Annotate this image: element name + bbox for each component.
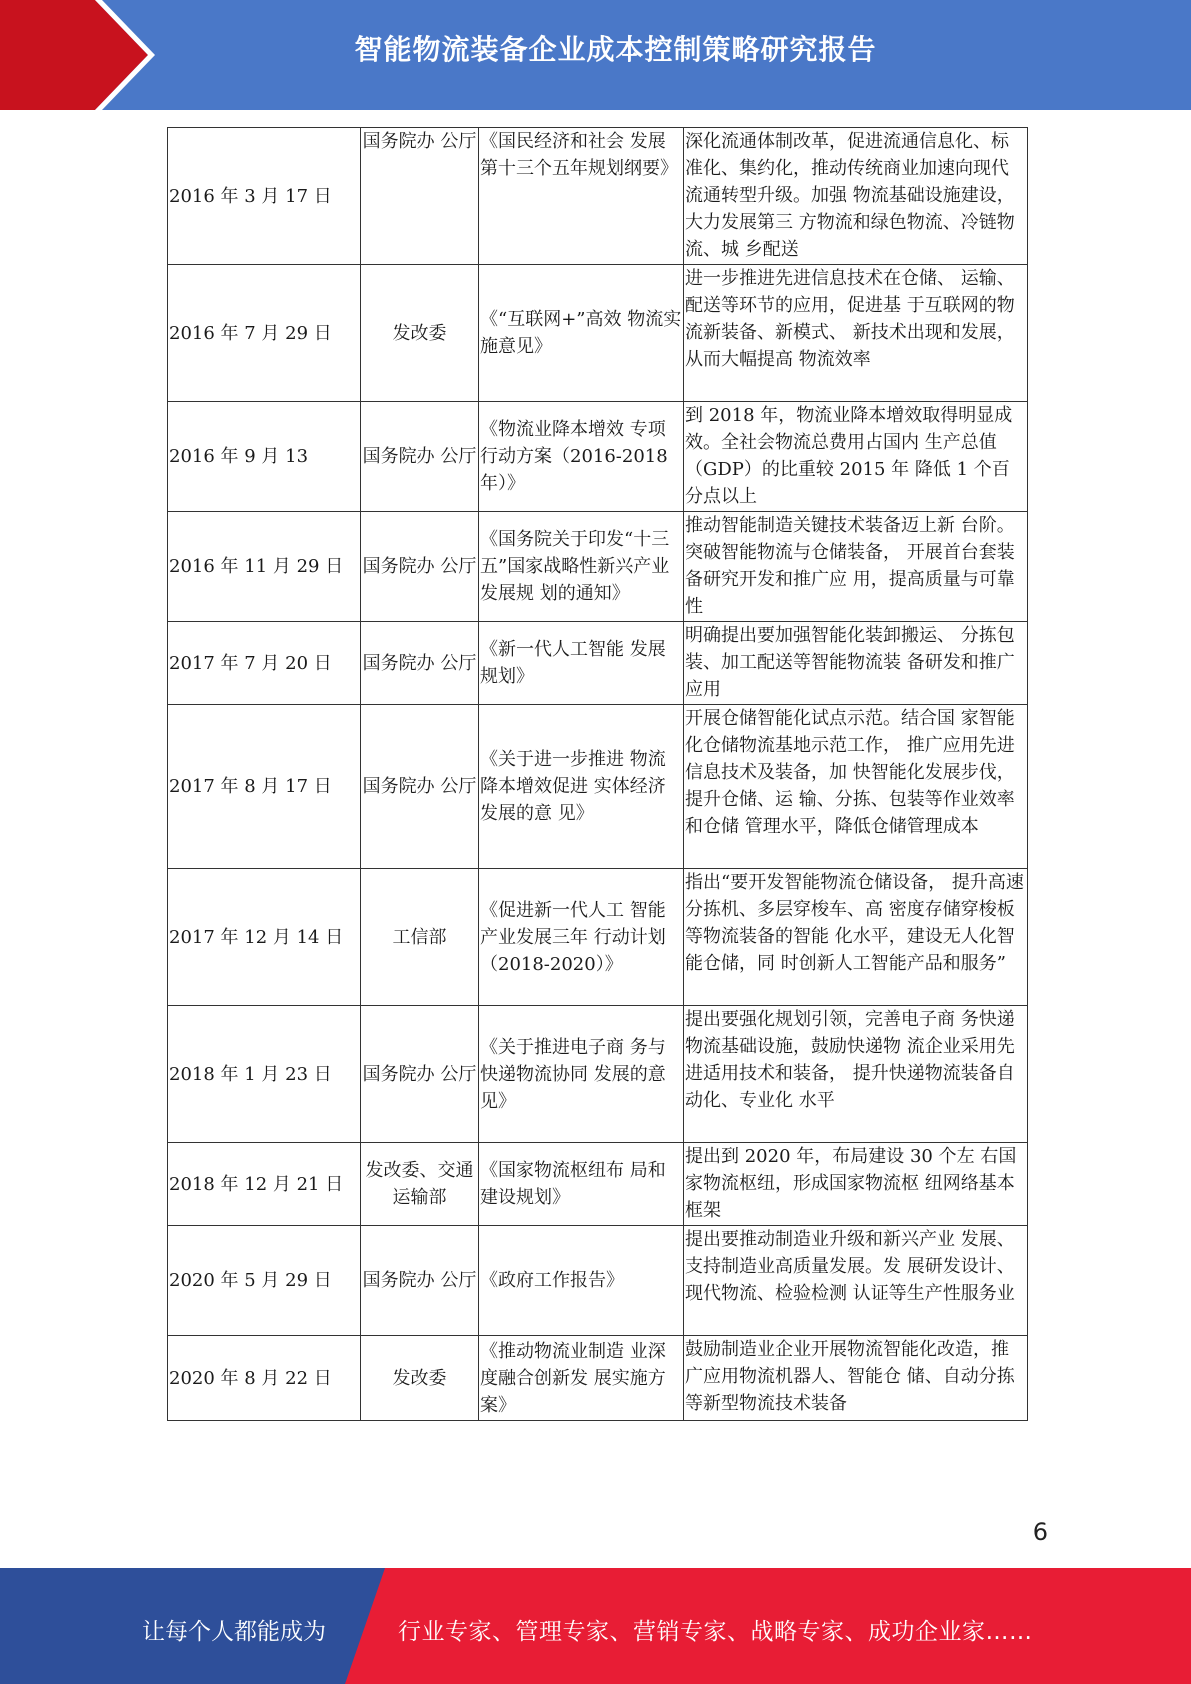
dept-cell: 国务院办 公厅 — [361, 512, 479, 622]
description-cell: 开展仓储智能化试点示范。结合国 家智能化仓储物流基地示范工作， 推广应用先进信息技术及装备，加 快智能化发展步伐，提升仓储、运 输、分拣、包装等作业效率和仓储 管理水平，降低仓储管理成本 — [684, 705, 1028, 869]
policy-table-container — [167, 127, 1028, 1421]
date-cell: 2018 年 12 月 21 日 — [168, 1143, 361, 1226]
dept-cell: 国务院办 公厅 — [361, 622, 479, 705]
date-cell: 2020 年 8 月 22 日 — [168, 1336, 361, 1421]
table-row — [168, 512, 1028, 622]
document-cell: 《物流业降本增效 专项行动方案（2016-2018 年）》 — [479, 402, 684, 512]
report-title: 智能物流装备企业成本控制策略研究报告 — [354, 33, 877, 66]
page-number: 6 — [1032, 1518, 1048, 1546]
table-row — [168, 705, 1028, 869]
date-cell: 2017 年 8 月 17 日 — [168, 705, 361, 869]
date-cell: 2017 年 7 月 20 日 — [168, 622, 361, 705]
date-cell: 2016 年 11 月 29 日 — [168, 512, 361, 622]
dept-cell: 发改委、交通运输部 — [361, 1143, 479, 1226]
dept-cell: 国务院办 公厅 — [361, 128, 479, 265]
table-row — [168, 1006, 1028, 1143]
table-row — [168, 402, 1028, 512]
dept-cell: 发改委 — [361, 265, 479, 402]
document-cell: 《推动物流业制造 业深度融合创新发 展实施方案》 — [479, 1336, 684, 1421]
description-cell: 指出“要开发智能物流仓储设备， 提升高速分拣机、多层穿梭车、高 密度存储穿梭板等物流装备的智能 化水平，建设无人化智能仓储，同 时创新人工智能产品和服务” — [684, 869, 1028, 1006]
date-cell: 2020 年 5 月 29 日 — [168, 1226, 361, 1336]
description-cell: 鼓励制造业企业开展物流智能化改造，推广应用物流机器人、智能仓 储、自动分拣等新型物流技术装备 — [684, 1336, 1028, 1421]
date-cell: 2016 年 3 月 17 日 — [168, 128, 361, 265]
table-row — [168, 1143, 1028, 1226]
description-cell: 提出到 2020 年，布局建设 30 个左 右国家物流枢纽，形成国家物流枢 纽网络基本框架 — [684, 1143, 1028, 1226]
policy-table — [167, 127, 1028, 1421]
table-row — [168, 1336, 1028, 1421]
document-cell: 《促进新一代人工 智能产业发展三年 行动计划（2018-2020）》 — [479, 869, 684, 1006]
dept-cell: 国务院办 公厅 — [361, 1226, 479, 1336]
document-cell: 《新一代人工智能 发展规划》 — [479, 622, 684, 705]
document-cell: 《“互联网+”高效 物流实施意见》 — [479, 265, 684, 402]
description-cell: 明确提出要加强智能化装卸搬运、 分拣包装、加工配送等智能物流装 备研发和推广应用 — [684, 622, 1028, 705]
document-cell: 《关于推进电子商 务与快递物流协同 发展的意见》 — [479, 1006, 684, 1143]
document-cell: 《国务院关于印发“十三五”国家战略性新兴产业发展规 划的通知》 — [479, 512, 684, 622]
dept-cell: 工信部 — [361, 869, 479, 1006]
description-cell: 提出要推动制造业升级和新兴产业 发展、支持制造业高质量发展。发 展研发设计、现代物流、检验检测 认证等生产性服务业 — [684, 1226, 1028, 1336]
footer-slogan-right: 行业专家、管理专家、营销专家、战略专家、成功企业家…… — [398, 1619, 1033, 1645]
page-footer — [0, 1568, 1191, 1684]
table-row — [168, 869, 1028, 1006]
date-cell: 2016 年 7 月 29 日 — [168, 265, 361, 402]
date-cell: 2017 年 12 月 14 日 — [168, 869, 361, 1006]
document-cell: 《国民经济和社会 发展第十三个五年规划纲要》 — [479, 128, 684, 265]
dept-cell: 发改委 — [361, 1336, 479, 1421]
description-cell: 到 2018 年，物流业降本增效取得明显成效。全社会物流总费用占国内 生产总值（GDP）的比重较 2015 年 降低 1 个百分点以上 — [684, 402, 1028, 512]
description-cell: 进一步推进先进信息技术在仓储、 运输、配送等环节的应用，促进基 于互联网的物流新装备、新模式、 新技术出现和发展，从而大幅提高 物流效率 — [684, 265, 1028, 402]
description-cell: 提出要强化规划引领，完善电子商 务快递物流基础设施，鼓励快递物 流企业采用先进适用技术和装备， 提升快递物流装备自动化、专业化 水平 — [684, 1006, 1028, 1143]
document-cell: 《政府工作报告》 — [479, 1226, 684, 1336]
description-cell: 深化流通体制改革，促进流通信息化、标准化、集约化，推动传统商业加速向现代流通转型升级。加强 物流基础设施建设，大力发展第三 方物流和绿色物流、冷链物流、城 乡配送 — [684, 128, 1028, 265]
table-row — [168, 128, 1028, 265]
description-cell: 推动智能制造关键技术装备迈上新 台阶。突破智能物流与仓储装备， 开展首台套装备研究开发和推广应 用，提高质量与可靠性 — [684, 512, 1028, 622]
date-cell: 2016 年 9 月 13 — [168, 402, 361, 512]
footer-slogan-left: 让每个人都能成为 — [142, 1619, 326, 1645]
page-header — [0, 0, 1191, 110]
dept-cell: 国务院办 公厅 — [361, 1006, 479, 1143]
document-cell: 《国家物流枢纽布 局和建设规划》 — [479, 1143, 684, 1226]
table-row — [168, 622, 1028, 705]
dept-cell: 国务院办 公厅 — [361, 402, 479, 512]
dept-cell: 国务院办 公厅 — [361, 705, 479, 869]
table-row — [168, 265, 1028, 402]
table-row — [168, 1226, 1028, 1336]
document-cell: 《关于进一步推进 物流降本增效促进 实体经济发展的意 见》 — [479, 705, 684, 869]
date-cell: 2018 年 1 月 23 日 — [168, 1006, 361, 1143]
